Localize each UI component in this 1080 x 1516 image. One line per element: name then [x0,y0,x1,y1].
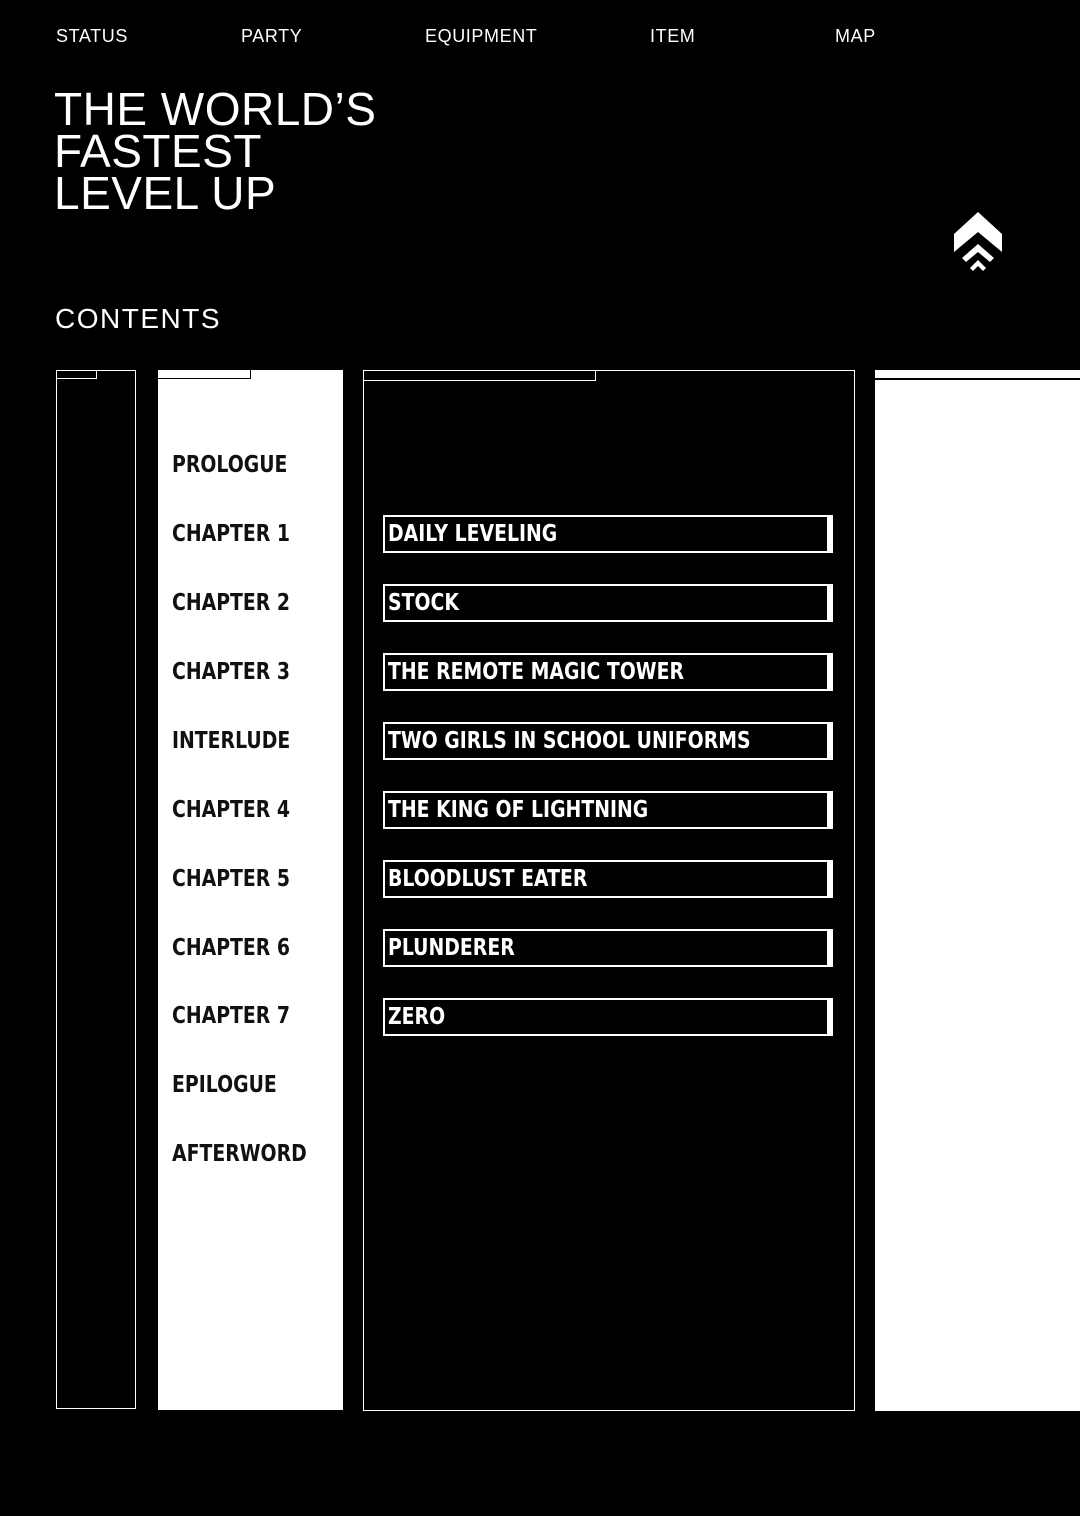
chapter-title-box[interactable] [383,929,833,967]
title-line: LEVEL UP [54,167,277,219]
chevron-up-icon[interactable] [950,212,1006,278]
chapter-label-3[interactable]: CHAPTER 3 [172,659,291,685]
right-filler-panel [875,370,1080,1411]
title-line: FASTEST [54,125,262,177]
chapter-title-text: TWO GIRLS IN SCHOOL UNIFORMS [388,728,751,754]
chapter-title-box[interactable] [383,584,833,622]
menu-item-map[interactable]: MAP [835,26,876,46]
panel-tab [57,371,97,379]
chapter-label-5[interactable]: CHAPTER 5 [172,866,291,892]
chapter-title-box[interactable] [383,998,833,1036]
chapter-title-text: PLUNDERER [388,935,515,961]
left-frame-panel [56,370,136,1409]
title-line: THE WORLD’S [54,83,377,135]
chapter-label-7[interactable]: CHAPTER 7 [172,1003,291,1029]
menu-item-item[interactable]: ITEM [650,26,696,46]
chapter-title-text: ZERO [388,1004,446,1030]
chapter-title-box[interactable] [383,653,833,691]
menu-item-status[interactable]: STATUS [56,26,128,46]
chapter-title-box[interactable] [383,791,833,829]
chapter-label-afterword[interactable]: AFTERWORD [172,1141,307,1167]
chapter-label-6[interactable]: CHAPTER 6 [172,935,291,961]
chapter-label-epilogue[interactable]: EPILOGUE [172,1072,277,1098]
chapter-title-box[interactable] [383,722,833,760]
chapter-title-text: THE REMOTE MAGIC TOWER [388,659,685,685]
chapter-title-text: BLOODLUST EATER [388,866,588,892]
chapter-label-4[interactable]: CHAPTER 4 [172,797,291,823]
chapter-title-text: THE KING OF LIGHTNING [388,797,649,823]
chapter-titles-panel [363,370,855,1411]
chapter-label-interlude[interactable]: INTERLUDE [172,728,291,754]
chapter-title-text: DAILY LEVELING [388,521,558,547]
menu-item-equipment[interactable]: EQUIPMENT [425,26,538,46]
chapter-label-prologue[interactable]: PROLOGUE [172,452,288,478]
chapter-list-panel [158,370,343,1410]
panel-tab [158,370,251,379]
chapter-title-box[interactable] [383,860,833,898]
page-title [54,83,377,219]
panel-tab [364,371,596,381]
chapter-label-1[interactable]: CHAPTER 1 [172,521,291,547]
chapter-label-2[interactable]: CHAPTER 2 [172,590,291,616]
chapter-title-text: STOCK [388,590,459,616]
menu-item-party[interactable]: PARTY [241,26,303,46]
contents-heading: CONTENTS [55,303,221,334]
chapter-title-box[interactable] [383,515,833,553]
panel-divider [875,378,1080,380]
